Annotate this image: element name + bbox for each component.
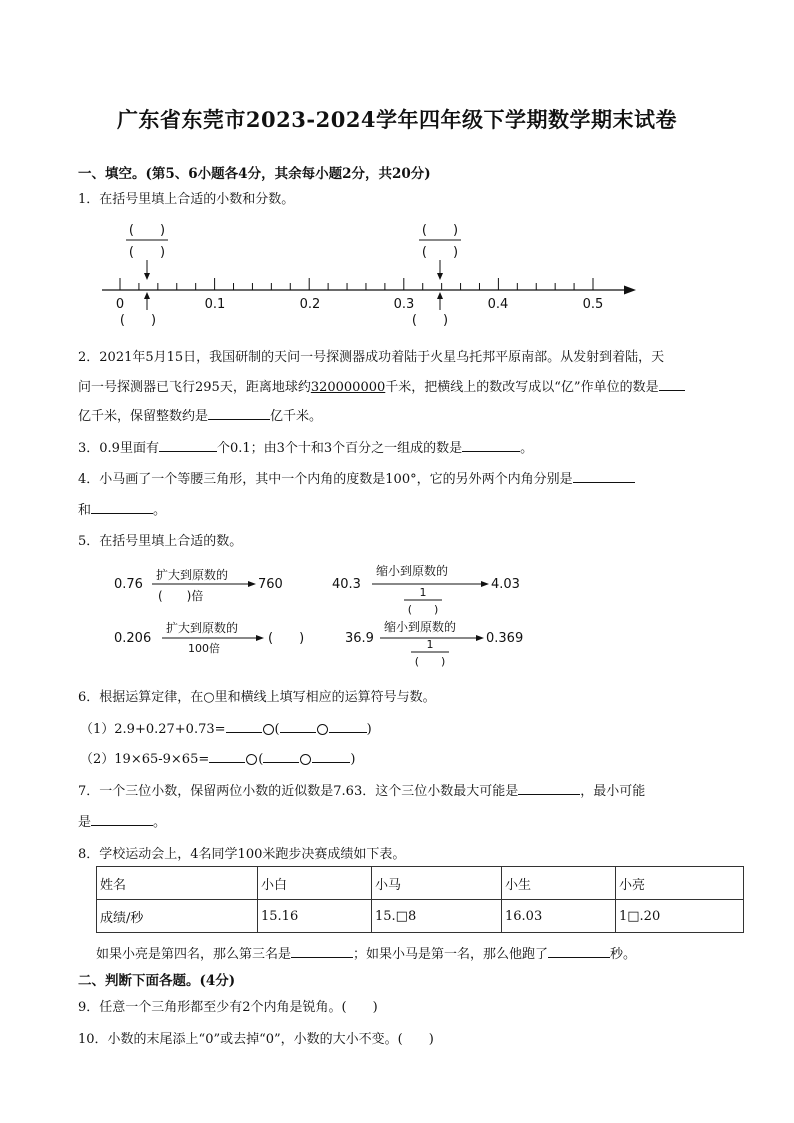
answer-blank[interactable]	[208, 407, 270, 420]
distance-number: 320000000	[310, 380, 386, 395]
question-4-text-a: 4．小马画了一个等腰三角形，其中一个内角的度数是100°，它的另外两个内角分别是	[78, 472, 573, 487]
question-2-text-d: 亿千米。	[270, 409, 323, 424]
fraction-blank-left	[126, 223, 168, 280]
question-2-line-3	[78, 405, 322, 424]
number-line-axis	[102, 286, 636, 295]
question-7-line-1	[78, 780, 645, 799]
table-header-cell: 小白	[258, 867, 372, 900]
question-8-text-b: ；如果小马是第一名，那么他跑了	[353, 947, 549, 962]
table-header-row	[97, 867, 744, 900]
svg-text:缩小到原数的: 缩小到原数的	[376, 564, 449, 578]
question-10: 10．小数的末尾添上“0”或去掉“0”，小数的大小不变。( )	[78, 1032, 434, 1047]
svg-text:1: 1	[419, 586, 427, 599]
answer-blank[interactable]	[159, 439, 217, 452]
table-header-cell: 小亮	[616, 867, 744, 900]
open-paren: (	[258, 752, 264, 767]
answer-blank[interactable]	[312, 750, 350, 763]
question-6-expression-2: （2）19×65-9×65=	[80, 752, 210, 767]
section-2-heading: 二、判断下面各题。(4分)	[78, 973, 236, 989]
svg-text:0.206: 0.206	[114, 631, 152, 646]
tick-label-0.1: 0.1	[204, 297, 226, 312]
answer-blank[interactable]	[548, 945, 610, 958]
svg-text:1: 1	[426, 638, 434, 651]
operation-shrink-2	[345, 619, 523, 668]
answer-blank[interactable]	[280, 720, 316, 733]
arrow-icon	[624, 286, 636, 295]
page-title: 广东省东莞市2023-2024学年四年级下学期数学期末试卷	[116, 107, 678, 132]
question-4-line-1	[78, 468, 635, 487]
question-9: 9．任意一个三角形都至少有2个内角是锐角。( )	[78, 1000, 378, 1015]
up-arrow-left	[144, 292, 150, 310]
open-paren: (	[274, 722, 280, 737]
answer-blank[interactable]	[573, 470, 635, 483]
svg-text:扩大到原数的: 扩大到原数的	[166, 621, 239, 635]
table-header-cell: 小生	[502, 867, 616, 900]
svg-text:( ): ( )	[407, 603, 439, 616]
fraction-blank-right	[419, 223, 461, 280]
up-arrow-right	[437, 292, 443, 310]
question-4-line-2	[78, 499, 166, 518]
svg-text:36.9: 36.9	[345, 631, 374, 646]
svg-text:0.369: 0.369	[486, 631, 524, 646]
svg-text:( )倍: ( )倍	[158, 589, 204, 603]
svg-text:( ): ( )	[128, 223, 166, 238]
question-6-expression-1: （1）2.9+0.27+0.73=	[80, 722, 226, 737]
question-6-text: 6．根据运算定律，在○里和横线上填写相应的运算符号与数。	[78, 690, 436, 705]
number-line-tick-labels	[116, 297, 603, 312]
table-header-cell: 姓名	[97, 867, 258, 900]
number-line-ticks	[120, 278, 593, 290]
question-8-text-c: 秒。	[610, 947, 637, 962]
tick-label-0.4: 0.4	[487, 297, 509, 312]
operation-diagrams	[100, 560, 550, 672]
close-paren: )	[350, 752, 356, 767]
table-header-cell: 小马	[372, 867, 502, 900]
answer-blank[interactable]	[291, 945, 353, 958]
question-2-text-c: 亿千米，保留整数约是	[78, 409, 209, 424]
question-7-text-b: ，最小可能	[580, 784, 646, 799]
question-2-line-2	[78, 376, 685, 395]
arrow-icon	[248, 581, 256, 587]
question-3	[78, 437, 533, 456]
operator-circle[interactable]	[263, 724, 274, 735]
answer-blank[interactable]	[263, 750, 299, 763]
table-cell: 15.16	[258, 900, 372, 933]
svg-text:4.03: 4.03	[491, 577, 520, 592]
answer-blank[interactable]	[329, 720, 367, 733]
section-1-heading: 一、填空。(第5、6小题各4分，其余每小题2分，共20分)	[78, 166, 431, 182]
operation-expand-2	[114, 620, 304, 655]
question-5-text: 5．在括号里填上合适的数。	[78, 534, 243, 549]
answer-blank[interactable]	[659, 378, 685, 391]
question-4-text-b: 和	[78, 503, 92, 518]
svg-text:760: 760	[258, 577, 283, 592]
decimal-blank-left: ( )	[119, 313, 157, 328]
answer-blank[interactable]	[209, 750, 245, 763]
question-7-text-d: 。	[153, 815, 167, 830]
operation-shrink-1	[332, 563, 520, 616]
question-3-text-c: 。	[520, 441, 534, 456]
operator-circle[interactable]	[300, 754, 311, 765]
answer-blank[interactable]	[226, 720, 262, 733]
table-cell: 成绩/秒	[97, 900, 258, 933]
question-6-part-1	[80, 718, 372, 737]
svg-text:缩小到原数的: 缩小到原数的	[384, 620, 457, 634]
question-7-line-2	[78, 811, 166, 830]
question-7-text-c: 是	[78, 815, 92, 830]
table-cell: 1□.20	[616, 900, 744, 933]
grades-table	[96, 866, 744, 933]
question-8-follow-up	[96, 943, 636, 962]
answer-blank[interactable]	[91, 501, 153, 514]
number-line	[90, 218, 650, 330]
svg-text:100倍: 100倍	[188, 642, 220, 655]
question-4-text-c: 。	[153, 503, 167, 518]
question-3-text-b: 个0.1；由3个十和3个百分之一组成的数是	[216, 441, 463, 456]
answer-blank[interactable]	[518, 782, 580, 795]
svg-text:0.76: 0.76	[114, 577, 143, 592]
arrow-icon	[256, 635, 264, 641]
table-row	[97, 900, 744, 933]
table-cell: 15.□8	[372, 900, 502, 933]
decimal-blank-right: ( )	[411, 313, 449, 328]
question-8-text: 8．学校运动会上，4名同学100米跑步决赛成绩如下表。	[78, 847, 406, 862]
answer-blank[interactable]	[91, 813, 153, 826]
svg-text:( ): ( )	[421, 245, 459, 260]
svg-text:40.3: 40.3	[332, 577, 361, 592]
svg-text:扩大到原数的: 扩大到原数的	[156, 568, 229, 582]
question-2-text-b: 千米，把横线上的数改写成以“亿”作单位的数是	[385, 380, 659, 395]
question-2-text-a: 问一号探测器已飞行295天，距离地球约	[78, 380, 311, 395]
question-8-text-a: 如果小亮是第四名，那么第三名是	[96, 947, 292, 962]
table-cell: 16.03	[502, 900, 616, 933]
operator-circle[interactable]	[246, 754, 257, 765]
question-2-line-1: 2．2021年5月15日，我国研制的天问一号探测器成功着陆于火星乌托邦平原南部。从发射到着陆，天	[78, 350, 665, 365]
close-paren: )	[366, 722, 372, 737]
arrow-icon	[476, 635, 484, 641]
tick-label-0: 0	[115, 297, 125, 312]
question-7-text-a: 7．一个三位小数，保留两位小数的近似数是7.63．这个三位小数最大可能是	[78, 784, 519, 799]
answer-blank[interactable]	[462, 439, 520, 452]
tick-label-0.2: 0.2	[299, 297, 321, 312]
tick-label-0.5: 0.5	[582, 297, 604, 312]
tick-label-0.3: 0.3	[393, 297, 415, 312]
operation-expand-1	[114, 567, 283, 603]
svg-text:( ): ( )	[421, 223, 459, 238]
svg-text:( ): ( )	[268, 631, 305, 646]
svg-text:( ): ( )	[128, 245, 166, 260]
svg-text:( ): ( )	[414, 655, 446, 668]
operator-circle[interactable]	[317, 724, 328, 735]
arrow-icon	[481, 581, 489, 587]
question-1-text: 1．在括号里填上合适的小数和分数。	[78, 192, 295, 207]
question-6-part-2	[80, 748, 355, 767]
question-3-text-a: 3．0.9里面有	[78, 441, 159, 456]
